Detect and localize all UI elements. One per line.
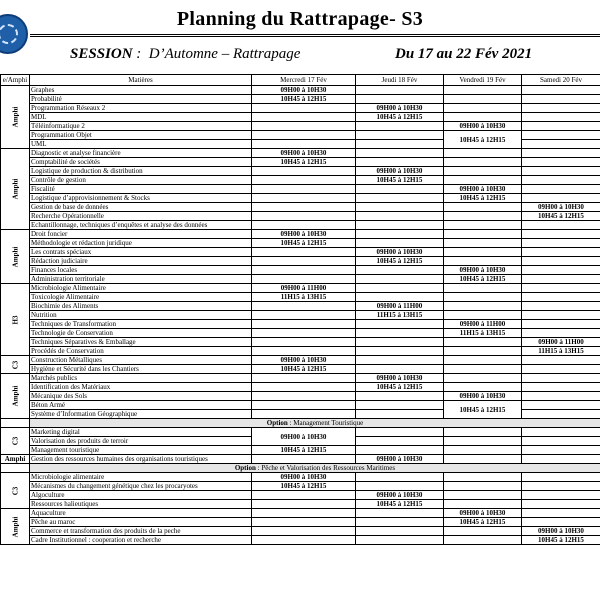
table-row: [1, 275, 600, 284]
subject-cell: Droit foncier: [30, 230, 252, 239]
slot-cell: 10H45 à 12H15: [356, 257, 444, 266]
slot-cell: 09H00 à 10H30: [356, 167, 444, 176]
subject-cell: Béton Armé: [30, 401, 252, 410]
subject-cell: Pêche au maroc: [30, 518, 252, 527]
slot-cell: 11H15 à 13H15: [522, 347, 600, 356]
slot-cell: 10H45 à 12H15: [356, 500, 444, 509]
slot-cell: 09H00 à 10H30: [252, 428, 356, 446]
col-header-thursday: Jeudi 18 Fév: [356, 75, 444, 86]
table-row: [1, 509, 600, 518]
slot-cell: 09H00 à 11H00: [444, 320, 522, 329]
slot-cell: 09H00 à 11H00: [252, 284, 356, 293]
slot-cell: 10H45 à 12H15: [252, 446, 356, 455]
table-row: [1, 401, 600, 410]
subject-cell: Nutrition: [30, 311, 252, 320]
table-row: [1, 356, 600, 365]
slot-cell: 10H45 à 12H15: [252, 158, 356, 167]
session-label: SESSION: [70, 46, 133, 62]
subject-cell: Programmation Réseaux 2: [30, 104, 252, 113]
group-cell: H3: [1, 284, 30, 356]
table-row: [1, 104, 600, 113]
table-row: [1, 239, 600, 248]
slot-cell: 10H45 à 12H15: [444, 401, 522, 419]
table-row: [1, 473, 600, 482]
table-row: [1, 167, 600, 176]
slot-cell: 09H00 à 10H30: [252, 86, 356, 95]
slot-cell: 10H45 à 12H15: [444, 275, 522, 284]
table-row: [1, 302, 600, 311]
slot-cell: 09H00 à 10H30: [252, 230, 356, 239]
slot-cell: 10H45 à 12H15: [356, 176, 444, 185]
subject-cell: Mécanique des Sols: [30, 392, 252, 401]
table-row: [1, 131, 600, 140]
group-cell: Amphi: [1, 149, 30, 230]
slot-cell: 09H00 à 10H30: [356, 104, 444, 113]
subject-cell: Marchés publics: [30, 374, 252, 383]
group-cell: C3: [1, 473, 30, 509]
table-row: [1, 95, 600, 104]
slot-cell: 09H00 à 10H30: [356, 455, 444, 464]
slot-cell: 10H45 à 12H15: [252, 365, 356, 374]
session-sep: :: [136, 46, 142, 62]
table-row: [1, 518, 600, 527]
subject-cell: Fiscalité: [30, 185, 252, 194]
slot-cell: 09H00 à 10H30: [356, 491, 444, 500]
subject-cell: Hygiène et Sécurité dans les Chantiers: [30, 365, 252, 374]
subject-cell: Algoculture: [30, 491, 252, 500]
table-row: [1, 374, 600, 383]
session-dates: Du 17 au 22 Fév 2021: [395, 46, 533, 62]
table-row: [1, 257, 600, 266]
subject-cell: Rédaction judiciaire: [30, 257, 252, 266]
table-row: [1, 347, 600, 356]
table-row: [1, 320, 600, 329]
table-row: [1, 113, 600, 122]
slot-cell: 09H00 à 10H30: [252, 149, 356, 158]
col-header-wednesday: Mercredi 17 Fév: [252, 75, 356, 86]
slot-cell: 09H00 à 10H30: [522, 527, 600, 536]
title-underline: [30, 34, 600, 37]
slot-cell: 10H45 à 12H15: [252, 482, 356, 491]
table-row: [1, 212, 600, 221]
subject-cell: Microbiologie Alimentaire: [30, 284, 252, 293]
option-row: [1, 464, 600, 473]
session-line: [70, 46, 300, 63]
slot-cell: 10H45 à 12H15: [444, 131, 522, 149]
table-row: [1, 185, 600, 194]
table-row: [1, 221, 600, 230]
table-row: [1, 527, 600, 536]
option-row: [1, 419, 600, 428]
subject-cell: UML: [30, 140, 252, 149]
table-row: [1, 455, 600, 464]
table-row: [1, 338, 600, 347]
col-header-friday: Vendredi 19 Fév: [444, 75, 522, 86]
group-cell: C3: [1, 356, 30, 374]
table-row: [1, 491, 600, 500]
subject-cell: Commerce et transformation des produits de la peche: [30, 527, 252, 536]
table-row: [1, 329, 600, 338]
subject-cell: Finances locales: [30, 266, 252, 275]
table-row: [1, 383, 600, 392]
subject-cell: Identification des Matériaux: [30, 383, 252, 392]
group-cell: Amphi: [1, 230, 30, 284]
slot-cell: 09H00 à 10H30: [444, 266, 522, 275]
table-row: [1, 446, 600, 455]
option-banner: Option : Management Touristique: [30, 419, 600, 428]
subject-cell: Techniques de Transformation: [30, 320, 252, 329]
subject-cell: Comptabilité de sociétés: [30, 158, 252, 167]
subject-cell: Echantillonnage, techniques d’enquêtes et analyse des données: [30, 221, 252, 230]
table-row: [1, 428, 600, 437]
subject-cell: Administration territoriale: [30, 275, 252, 284]
slot-cell: 09H00 à 10H30: [356, 374, 444, 383]
slot-cell: 09H00 à 10H30: [252, 473, 356, 482]
subject-cell: Gestion de base de données: [30, 203, 252, 212]
table-row: [1, 122, 600, 131]
table-row: [1, 482, 600, 491]
subject-cell: Construction Métalliques: [30, 356, 252, 365]
slot-cell: 11H15 à 13H15: [356, 311, 444, 320]
subject-cell: Graphes: [30, 86, 252, 95]
table-row: [1, 194, 600, 203]
slot-cell: 10H45 à 12H15: [444, 194, 522, 203]
slot-cell: 09H00 à 10H30: [252, 356, 356, 365]
table-row: [1, 176, 600, 185]
slot-cell: 09H00 à 10H30: [444, 122, 522, 131]
slot-cell: 11H15 à 13H15: [252, 293, 356, 302]
header-row: [1, 75, 600, 86]
subject-cell: Microbiologie alimentaire: [30, 473, 252, 482]
group-cell: Amphi: [1, 509, 30, 545]
subject-cell: Diagnostic et analyse financière: [30, 149, 252, 158]
subject-cell: Management touristique: [30, 446, 252, 455]
subject-cell: Cadre Institutionnel : cooperation et recherche: [30, 536, 252, 545]
slot-cell: 10H45 à 12H15: [356, 383, 444, 392]
slot-cell: 10H45 à 12H15: [356, 113, 444, 122]
subject-cell: Recherche Opérationnelle: [30, 212, 252, 221]
subject-cell: Technologie de Conservation: [30, 329, 252, 338]
table-row: [1, 266, 600, 275]
group-cell: Amphi: [1, 374, 30, 419]
subject-cell: Aquaculture: [30, 509, 252, 518]
slot-cell: 10H45 à 12H15: [444, 518, 522, 527]
subject-cell: Ressources halieutiques: [30, 500, 252, 509]
subject-cell: Logistique d’approvisionnement & Stocks: [30, 194, 252, 203]
schedule-table: [0, 74, 600, 545]
table-row: [1, 248, 600, 257]
slot-cell: 10H45 à 12H15: [522, 212, 600, 221]
group-cell: Amphi: [1, 86, 30, 149]
slot-cell: 10H45 à 12H15: [252, 95, 356, 104]
table-row: [1, 293, 600, 302]
subject-cell: Logistique de production & distribution: [30, 167, 252, 176]
slot-cell: 09H00 à 10H30: [444, 392, 522, 401]
subject-cell: Biochimie des Aliments: [30, 302, 252, 311]
slot-cell: 09H00 à 10H30: [522, 203, 600, 212]
table-row: [1, 230, 600, 239]
table-row: [1, 158, 600, 167]
table-row: [1, 392, 600, 401]
subject-cell: Probabilité: [30, 95, 252, 104]
slot-cell: 10H45 à 12H15: [252, 239, 356, 248]
slot-cell: 09H00 à 10H30: [444, 509, 522, 518]
subject-cell: MDL: [30, 113, 252, 122]
table-row: [1, 149, 600, 158]
slot-cell: 11H15 à 13H15: [444, 329, 522, 338]
table-row: [1, 284, 600, 293]
slot-cell: 09H00 à 11H00: [356, 302, 444, 311]
table-row: [1, 311, 600, 320]
subject-cell: Toxicologie Alimentaire: [30, 293, 252, 302]
subject-cell: Méthodologie et rédaction juridique: [30, 239, 252, 248]
subject-cell: Marketing digital: [30, 428, 252, 437]
subject-cell: Techniques Séparatives & Emballage: [30, 338, 252, 347]
col-header-subject: Matières: [30, 75, 252, 86]
subject-cell: Système d’Information Géographique: [30, 410, 252, 419]
group-cell: C3: [1, 428, 30, 455]
table-row: [1, 365, 600, 374]
subject-cell: Les contrats spéciaux: [30, 248, 252, 257]
subject-cell: Procédés de Conservation: [30, 347, 252, 356]
subject-cell: Contrôle de gestion: [30, 176, 252, 185]
option-banner: Option : Pêche et Valorisation des Ressources Maritimes: [30, 464, 600, 473]
subject-cell: Programmation Objet: [30, 131, 252, 140]
slot-cell: 09H00 à 11H00: [522, 338, 600, 347]
table-row: [1, 203, 600, 212]
slot-cell: 09H00 à 10H30: [444, 185, 522, 194]
table-row: [1, 536, 600, 545]
subject-cell: Gestion des ressources humaines des organisations touristiques: [30, 455, 252, 464]
table-row: [1, 500, 600, 509]
subject-cell: Valorisation des produits de terroir: [30, 437, 252, 446]
table-row: [1, 86, 600, 95]
group-cell: Amphi: [1, 455, 30, 464]
session-name: D’Automne – Rattrapage: [148, 46, 301, 62]
page-title: Planning du Rattrapage- S3: [176, 8, 424, 30]
col-header-group: e/Amphi: [1, 75, 30, 86]
col-header-saturday: Samedi 20 Fév: [522, 75, 600, 86]
subject-cell: Téléinformatique 2: [30, 122, 252, 131]
slot-cell: 10H45 à 12H15: [522, 536, 600, 545]
slot-cell: 09H00 à 10H30: [356, 248, 444, 257]
subject-cell: Mécanismes du changement génétique chez les procaryotes: [30, 482, 252, 491]
